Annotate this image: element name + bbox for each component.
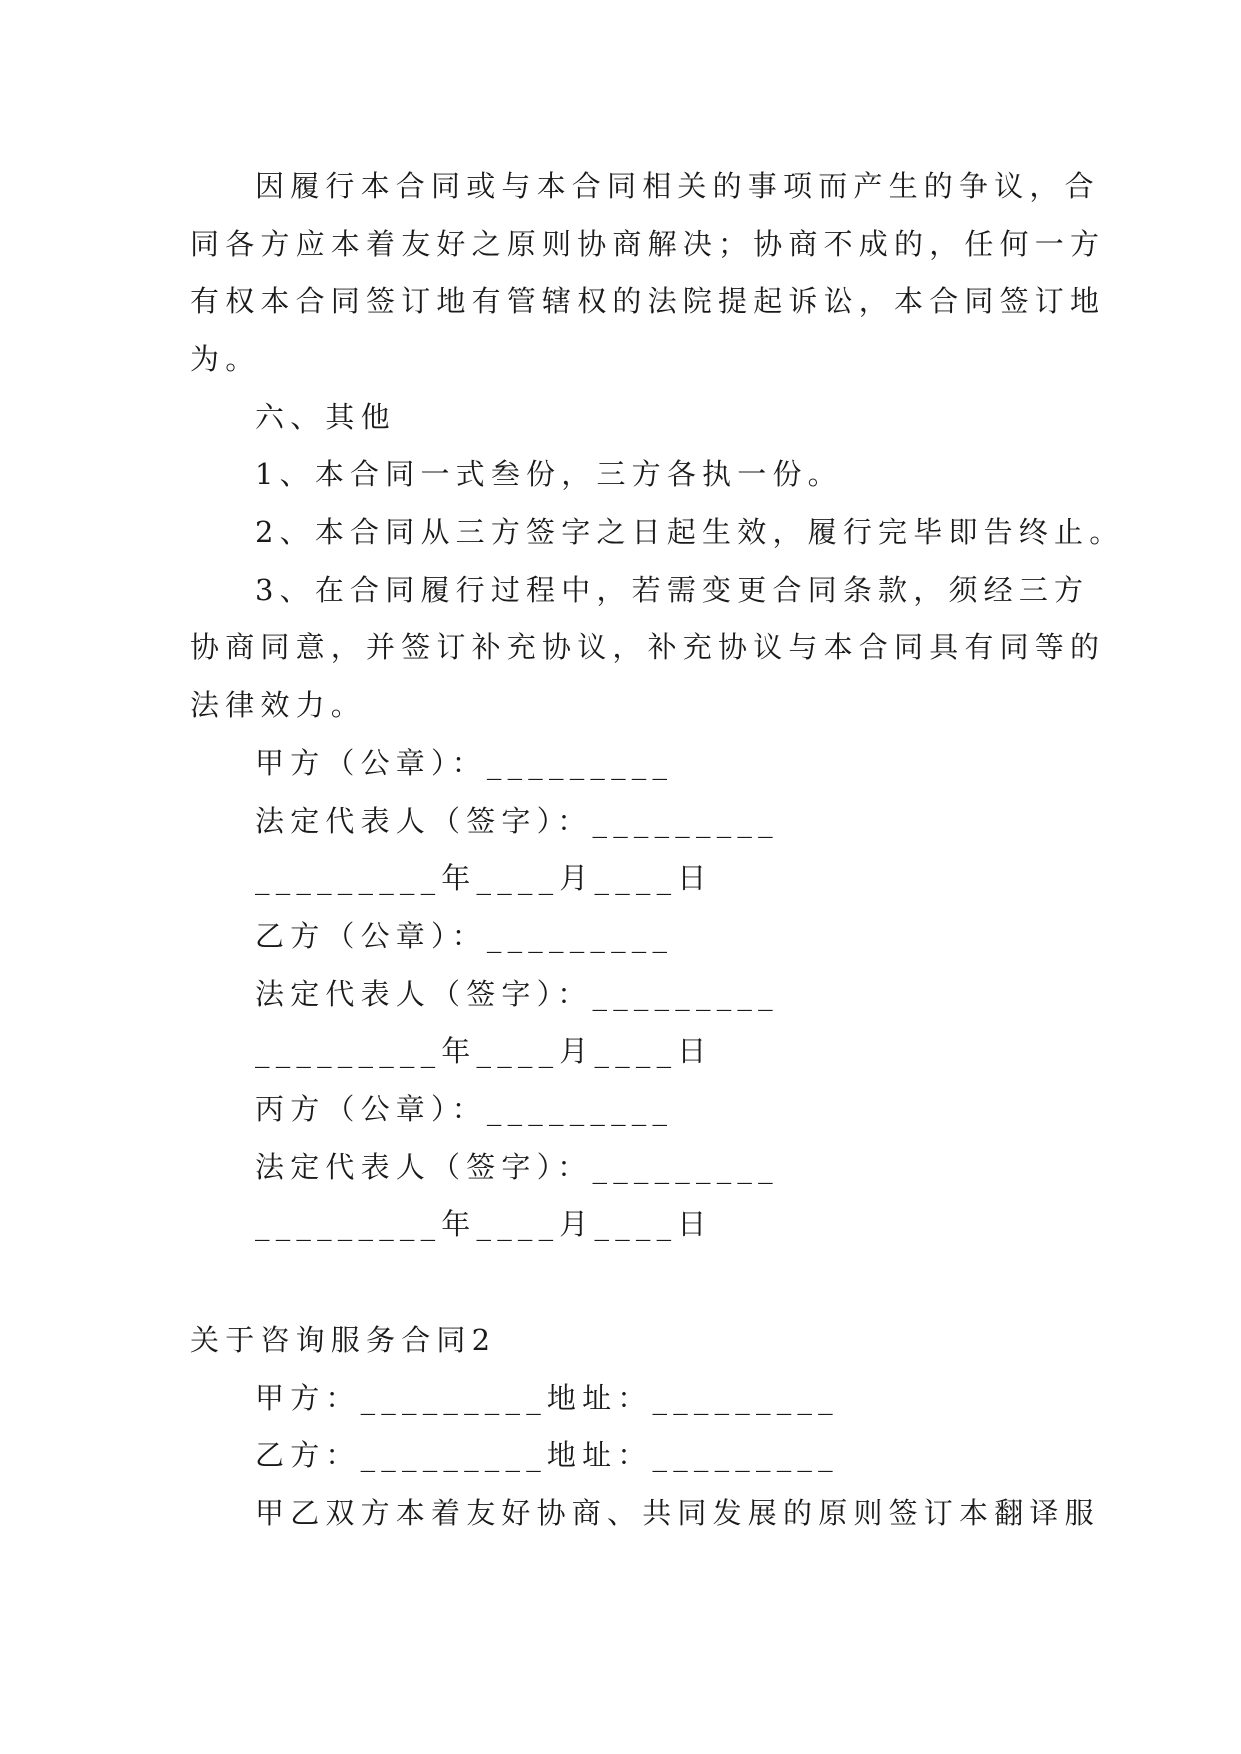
party-a-representative-line: 法定代表人（签字）：_________ (255, 804, 779, 838)
section-heading-other: 六、其他 (255, 400, 396, 434)
dispute-paragraph-line: 为。 (190, 342, 261, 376)
contract-2-party-b-line: 乙方：_________地址：_________ (255, 1438, 839, 1472)
clause-item-3-line: 3、在合同履行过程中，若需变更合同条款，须经三方 (255, 573, 1090, 607)
contract-2-party-a-line: 甲方：_________地址：_________ (255, 1381, 839, 1415)
party-c-date-line: _________年____月____日 (255, 1207, 713, 1241)
dispute-paragraph-line: 有权本合同签订地有管辖权的法院提起诉讼，本合同签订地 (190, 284, 1106, 318)
contract-2-title: 关于咨询服务合同2 (190, 1323, 497, 1357)
clause-item-1: 1、本合同一式叁份，三方各执一份。 (255, 457, 843, 491)
contract-2-intro-line: 甲乙双方本着友好协商、共同发展的原则签订本翻译服 (255, 1496, 1100, 1530)
party-c-seal-line: 丙方（公章）：_________ (255, 1092, 674, 1126)
clause-item-3-line: 协商同意，并签订补充协议，补充协议与本合同具有同等的 (190, 630, 1106, 664)
party-b-seal-line: 乙方（公章）：_________ (255, 919, 674, 953)
clause-item-3-line: 法律效力。 (190, 688, 367, 722)
dispute-paragraph-line: 因履行本合同或与本合同相关的事项而产生的争议，合 (255, 169, 1100, 203)
party-c-representative-line: 法定代表人（签字）：_________ (255, 1150, 779, 1184)
dispute-paragraph-line: 同各方应本着友好之原则协商解决；协商不成的，任何一方 (190, 227, 1106, 261)
party-a-date-line: _________年____月____日 (255, 861, 713, 895)
party-a-seal-line: 甲方（公章）：_________ (255, 746, 674, 780)
clause-item-2: 2、本合同从三方签字之日起生效，履行完毕即告终止。 (255, 515, 1125, 549)
party-b-representative-line: 法定代表人（签字）：_________ (255, 977, 779, 1011)
party-b-date-line: _________年____月____日 (255, 1034, 713, 1068)
